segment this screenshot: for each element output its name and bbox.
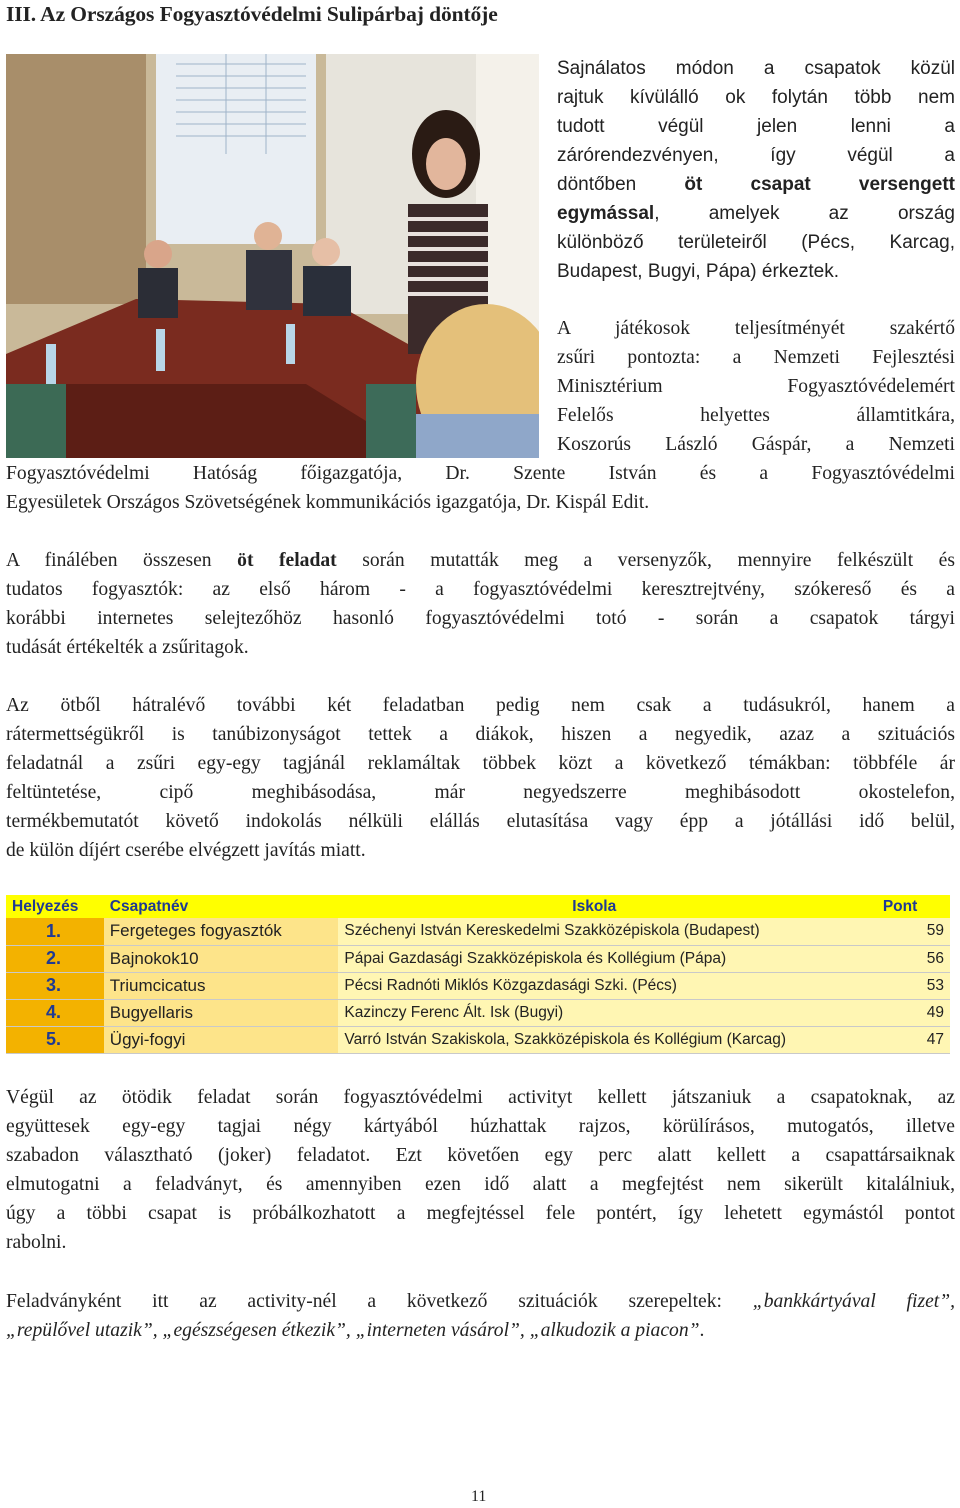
text-line (6, 1287, 955, 1316)
text-line: rajtuk kívülálló ok folytán több nem (557, 87, 955, 108)
table-row (6, 999, 950, 1026)
text-line: termékbemutatót követő indokolás nélküli elállás elutasítása vagy épp a jótállási idő belül, (6, 811, 955, 832)
text-line: Az ötből hátralévő további két feladatban pedig nem csak a tudásukról, hanem a (6, 695, 955, 716)
rank-cell: 2. (6, 945, 104, 972)
text-span: , amelyek az ország (654, 203, 955, 224)
quoted-situation: „bankkártyával fizet”, (752, 1291, 956, 1312)
rank-cell: 5. (6, 1026, 104, 1053)
text-line: rabolni. (6, 1232, 67, 1253)
team-cell: Ügyi-fogyi (104, 1026, 339, 1053)
text-line: zsűri pontozta: a Nemzeti Fejlesztési (557, 347, 955, 368)
text-line: Egyesületek Országos Szövetségének kommunikációs igazgatója, Dr. Kispál Edit. (6, 492, 650, 513)
text-span: A finálében összesen (6, 550, 238, 571)
rank-cell: 1. (6, 918, 104, 945)
text-span: Feladványként itt az activity-nél a következő szituációk szerepeltek: (6, 1291, 753, 1312)
final-tasks-paragraph (6, 546, 955, 662)
jury-paragraph-top (557, 314, 955, 459)
text-line: tudott végül jelen lenni a (557, 116, 955, 137)
text-line: korábbi internetes selejtezőhöz hasonló fogyasztóvédelmi totó - során a csapatok tárgyi (6, 608, 955, 629)
text-line: különböző területeiről (Pécs, Karcag, (557, 232, 955, 253)
school-cell: Pécsi Radnóti Miklós Közgazdasági Szki. (Pécs) (338, 972, 850, 999)
table-row (6, 945, 950, 972)
text-line: Sajnálatos módon a csapatok közül (557, 58, 955, 79)
school-cell: Pápai Gazdasági Szakközépiskola és Kollégium (Pápa) (338, 945, 850, 972)
text-line (6, 1316, 955, 1345)
table-row (6, 1026, 950, 1053)
team-cell: Bajnokok10 (104, 945, 339, 972)
header-points: Pont (850, 895, 950, 918)
situational-task-paragraph (6, 691, 955, 865)
rank-cell: 3. (6, 972, 104, 999)
text-line: feladatnál a zsűri egy-egy tagjánál reklamáltak többek közt a következő témákban: többféle ár (6, 753, 955, 774)
points-cell: 59 (850, 918, 950, 945)
meeting-photo (6, 54, 539, 458)
text-span: döntőben (557, 174, 685, 195)
text-line: rátermettségükről is tanúbizonyságot tettek a diákok, hiszen a negyedik, azaz a szituációs (6, 724, 955, 745)
text-line (557, 170, 955, 199)
text-line: zárórendezvényen, így végül a (557, 145, 955, 166)
header-team: Csapatnév (104, 895, 339, 918)
jury-paragraph-bottom (6, 459, 955, 517)
rank-cell: 4. (6, 999, 104, 1026)
text-line: feltüntetése, cipő meghibásodása, már negyedszerre meghibásodott okostelefon, (6, 782, 955, 803)
results-table (6, 895, 950, 1054)
table-row (6, 972, 950, 999)
header-school: Iskola (338, 895, 850, 918)
team-cell: Bugyellaris (104, 999, 339, 1026)
text-line: tudását értékelték a zsűritagok. (6, 637, 249, 658)
school-cell: Kazinczy Ferenc Ált. Isk (Bugyi) (338, 999, 850, 1026)
results-header-row (6, 895, 950, 918)
situations-paragraph (6, 1287, 955, 1345)
meeting-photo-illustration (6, 54, 539, 458)
points-cell: 47 (850, 1026, 950, 1053)
team-cell: Triumcicatus (104, 972, 339, 999)
text-line: Koszorús László Gáspár, a Nemzeti (557, 434, 955, 455)
text-line: Minisztérium Fogyasztóvédelemért (557, 376, 955, 397)
text-line: Végül az ötödik feladat során fogyasztóvédelmi activityt kellett játszaniuk a csapatoknak, az (6, 1087, 955, 1108)
text-line: Fogyasztóvédelmi Hatóság főigazgatója, Dr. Szente István és a Fogyasztóvédelmi (6, 463, 955, 484)
table-row (6, 918, 950, 945)
intro-paragraph (557, 54, 955, 286)
page-number: 11 (471, 1488, 487, 1505)
text-line (6, 546, 955, 575)
text-line: A játékosok teljesítményét szakértő (557, 318, 955, 339)
activity-paragraph (6, 1083, 955, 1257)
points-cell: 53 (850, 972, 950, 999)
text-span: . (699, 1320, 705, 1341)
quoted-situations: „repülővel utazik”, „egészségesen étkezik”, „interneten vásárol”, „alkudozik a piacon” (6, 1320, 700, 1341)
text-line: Budapest, Bugyi, Pápa) érkeztek. (557, 261, 839, 282)
text-line: úgy a többi csapat is próbálkozhatott a megfejtéssel fele pontért, így lehetett egymástól pontot (6, 1203, 955, 1224)
text-line: Felelős helyettes államtitkára, (557, 405, 955, 426)
text-span: során mutatták meg a versenyzők, mennyire felkészült és (336, 550, 956, 571)
emphasis-five-teams: öt csapat versengett (684, 174, 955, 195)
points-cell: 49 (850, 999, 950, 1026)
header-rank: Helyezés (6, 895, 104, 918)
text-line: elmutogatni a feladványt, és amennyiben ezen idő alatt a megfejtést nem sikerült kitalálniuk, (6, 1174, 955, 1195)
emphasis-five-tasks: öt feladat (237, 550, 337, 571)
text-line: de külön díjért cserébe elvégzett javítás miatt. (6, 840, 366, 861)
text-line: együttesek egy-egy tagjai négy kártyából húzhattak rajzos, körülírásos, mutogatós, illetve (6, 1116, 955, 1137)
text-line (557, 199, 955, 228)
team-cell: Fergeteges fogyasztók (104, 918, 339, 945)
points-cell: 56 (850, 945, 950, 972)
page-title: III. Az Országos Fogyasztóvédelmi Sulipárbaj döntője (6, 2, 498, 26)
text-line: tudatos fogyasztók: az első három - a fogyasztóvédelmi keresztrejtvény, szókereső és a (6, 579, 955, 600)
school-cell: Varró István Szakiskola, Szakközépiskola és Kollégium (Karcag) (338, 1026, 850, 1053)
text-line: szabadon választható (joker) feladatot. Ezt követően egy perc alatt kellett a csapattársaiknak (6, 1145, 955, 1166)
school-cell: Széchenyi István Kereskedelmi Szakközépiskola (Budapest) (338, 918, 850, 945)
emphasis-each-other: egymással (557, 203, 655, 224)
